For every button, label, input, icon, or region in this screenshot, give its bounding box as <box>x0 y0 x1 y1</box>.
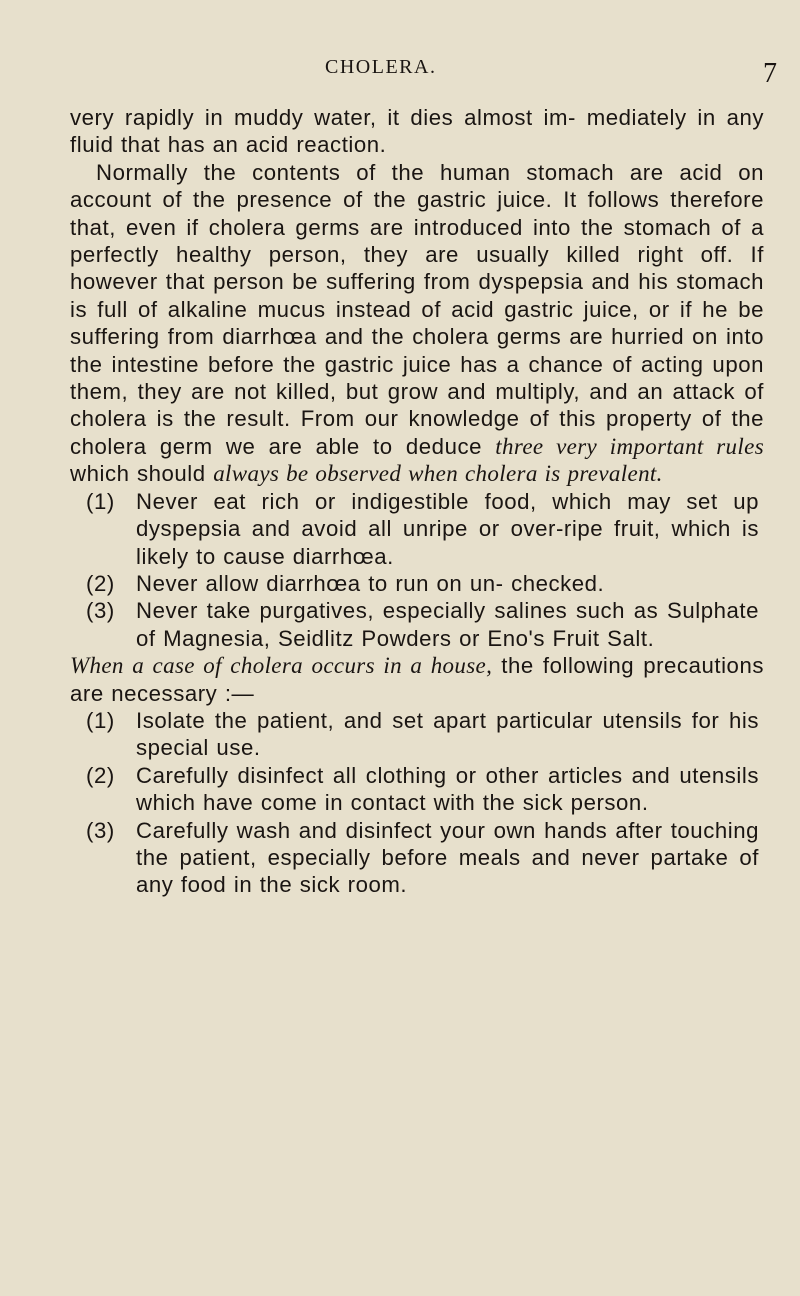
emphasis-rules-phrase: three very important rules <box>495 433 765 459</box>
page-number: 7 <box>763 58 777 89</box>
list-item <box>70 597 764 652</box>
paragraph-connector-text: which should <box>70 461 214 487</box>
list-item <box>70 762 764 817</box>
list-item-text: Never eat rich or indigestible food, which may set up dyspepsia and avoid all unripe or over-ripe fruit, which is likely to cause diarrhœa. <box>136 488 759 569</box>
emphasis-observed-phrase: always be observed when cholera is prevalent. <box>213 461 663 487</box>
list-item-number: (3) <box>86 817 115 843</box>
paragraph-stomach-acid-text: Normally the contents of the human stomach are acid on account of the presence of the gastric juice. It follows therefore that, even if cholera germs are introduced into the stomach of a perfectly healthy person, they are usually killed right off. If however that person be suffering from dyspepsia and his stomach is full of alkaline mucus instead of acid gastric juice, or if he be suffering from diarrhœa and the cholera germs are hurried on into the intestine before the gastric juice has a chance of acting upon them, they are not killed, but grow and multiply, and an attack of cholera is the result. From our knowledge of this property of the cholera germ we are able to deduce <box>70 159 764 459</box>
list-item-number: (1) <box>86 488 115 514</box>
list-item-text: Carefully disinfect all clothing or other articles and utensils which have come in contact with the sick person. <box>136 762 759 816</box>
list-item <box>70 707 764 762</box>
list-item <box>70 488 764 570</box>
emphasis-house-case: When a case of cholera occurs in a house, <box>70 653 493 679</box>
list-item-number: (2) <box>86 570 115 596</box>
running-head <box>0 50 800 89</box>
paragraph-continuation: very rapidly in muddy water, it dies almost im- mediately in any fluid that has an acid reaction. <box>70 105 764 158</box>
list-item-text: Never allow diarrhœa to run on un- checked. <box>136 570 605 596</box>
list-item <box>70 570 764 597</box>
list-item-number: (2) <box>86 762 115 788</box>
list-item-text: Isolate the patient, and set apart particular utensils for his special use. <box>136 707 759 761</box>
running-title: CHOLERA. <box>325 56 437 78</box>
list-item-number: (1) <box>86 707 115 733</box>
list-item-text: Never take purgatives, especially salines such as Sulphate of Magnesia, Seidlitz Powders or Eno's Fruit Salt. <box>136 598 759 651</box>
precautions-list <box>70 707 764 899</box>
list-item <box>70 817 764 899</box>
rules-list <box>70 488 764 652</box>
list-item-number: (3) <box>86 598 115 624</box>
list-item-text: Carefully wash and disinfect your own hands after touching the patient, especially before meals and never partake of any food in the sick room. <box>136 817 759 898</box>
paragraph-stomach-acid <box>70 159 764 488</box>
paragraph-house-case-text: the following precautions are necessary :— <box>70 653 764 706</box>
body-text <box>70 104 764 899</box>
paragraph-house-case <box>70 652 764 707</box>
